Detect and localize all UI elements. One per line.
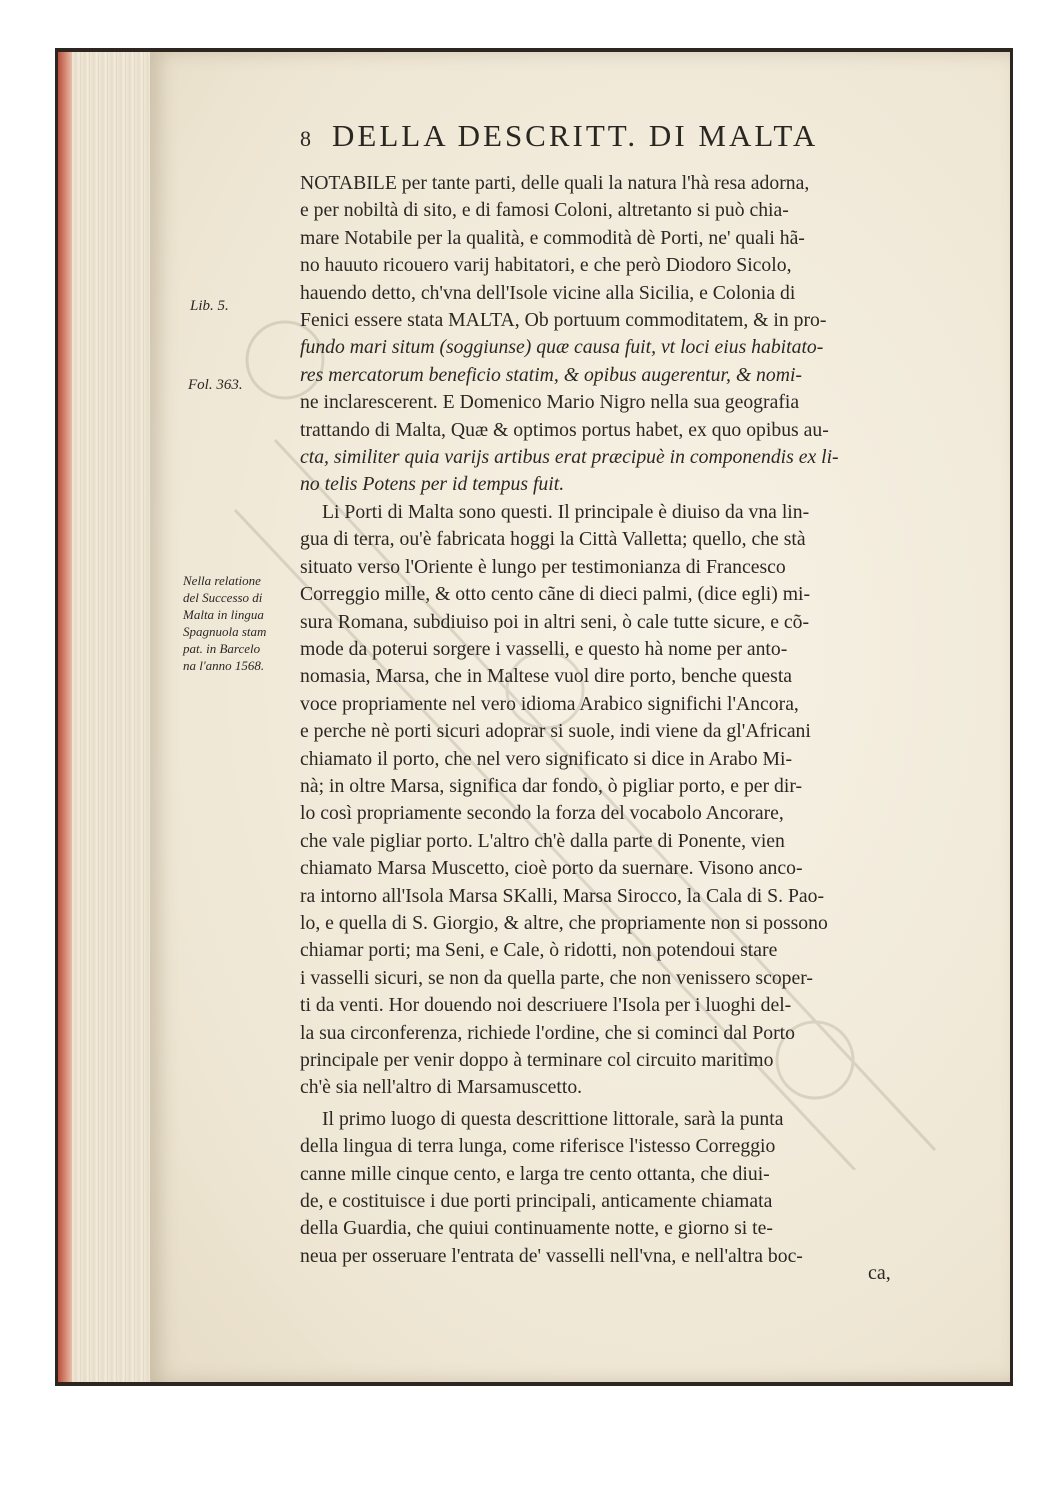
text-line: sura Romana, subdiuiso poi in altri seni, ò cale tutte sicure, e cõ-	[300, 610, 810, 633]
text-line: neua per osseruare l'entrata de' vasselli nell'vna, e nell'altra boc-	[300, 1244, 803, 1267]
text-line: Il primo luogo di questa descrittione littorale, sarà la punta	[322, 1107, 784, 1130]
text-line: de, e costituisce i due porti principali, anticamente chiamata	[300, 1190, 773, 1213]
margin-note-line: Spagnuola stam	[183, 624, 267, 639]
book-binding	[58, 52, 72, 1382]
text-line: i vasselli sicuri, se non da quella parte, che non venissero scoper-	[300, 966, 813, 989]
text-line: mare Notabile per la qualità, e commodità dè Porti, ne' quali hã-	[300, 226, 805, 249]
text-line: res mercatorum beneficio statim, & opibus augerentur, & nomi-	[300, 363, 802, 386]
text-line: Fenici essere stata MALTA, Ob portuum commoditatem, & in pro-	[300, 309, 827, 332]
text-line: fundo mari situm (soggiunse) quæ causa fuit, vt loci eius habitato-	[300, 336, 824, 359]
text-line: ti da venti. Hor douendo noi descriuere l'Isola per i luoghi del-	[300, 994, 792, 1017]
text-line: e per nobiltà di sito, e di famosi Coloni, altretanto si può chia-	[300, 199, 789, 222]
margin-note-line: Nella relatione	[183, 573, 261, 588]
text-line: chiamato il porto, che nel vero significato si dice in Arabo Mi-	[300, 747, 793, 770]
margin-note-line: na l'anno 1568.	[183, 658, 265, 673]
margin-note-relatione	[183, 572, 266, 674]
text-line: chiamato Marsa Muscetto, cioè porto da suernare. Visono anco-	[300, 857, 803, 880]
running-head	[300, 118, 900, 158]
margin-note-line: Malta in lingua	[183, 607, 264, 622]
margin-note-line: pat. in Barcelo	[183, 641, 261, 656]
running-head-title: DELLA DESCRITT. DI MALTA	[332, 118, 819, 153]
text-line: che vale pigliar porto. L'altro ch'è dalla parte di Ponente, vien	[300, 829, 785, 852]
text-line: nà; in oltre Marsa, significa dar fondo, ò pigliar porto, e per dir-	[300, 774, 803, 797]
text-line: lo, e quella di S. Giorgio, & altre, che propriamente non si possono	[300, 911, 828, 934]
text-line: nomasia, Marsa, che in Maltese vuol dire porto, benche questa	[300, 665, 793, 688]
text-line: voce propriamente nel vero idioma Arabico significhi l'Ancora,	[300, 692, 799, 715]
text-line: Li Porti di Malta sono questi. Il principale è diuiso da vna lin-	[322, 500, 810, 523]
text-line: chiamar porti; ma Seni, e Cale, ò ridotti, non potendoui stare	[300, 939, 778, 962]
text-line: mode da poterui sorgere i vasselli, e questo hà nome per anto-	[300, 637, 788, 660]
text-line: principale per venir doppo à terminare col circuito maritimo	[300, 1049, 774, 1071]
text-line: gua di terra, ou'è fabricata hoggi la Città Valletta; quello, che stà	[300, 528, 806, 551]
margin-note-lib: Lib. 5.	[190, 298, 229, 314]
text-line: ne inclarescerent. E Domenico Mario Nigro nella sua geografia	[300, 391, 800, 414]
page-number: 8	[300, 126, 311, 151]
text-line: la sua circonferenza, richiede l'ordine, che si cominci dal Porto	[300, 1021, 795, 1044]
text-line: della lingua di terra lunga, come riferisce l'istesso Correggio	[300, 1135, 776, 1158]
text-line: canne mille cinque cento, e larga tre cento ottanta, che diui-	[300, 1162, 770, 1185]
text-line: NOTABILE per tante parti, delle quali la natura l'hà resa adorna,	[300, 172, 810, 194]
margin-note-fol: Fol. 363.	[188, 377, 243, 393]
text-line: no hauuto ricouero varij habitatori, e che però Diodoro Sicolo,	[300, 254, 792, 277]
text-line: hauendo detto, ch'vna dell'Isole vicine alla Sicilia, e Colonia di	[300, 281, 796, 304]
text-line: Correggio mille, & otto cento cãne di dieci palmi, (dice egli) mi-	[300, 583, 811, 606]
text-line: lo così propriamente secondo la forza del vocabolo Ancorare,	[300, 802, 784, 825]
body-text	[300, 170, 955, 1270]
text-line: no telis Potens per id tempus fuit.	[300, 473, 565, 496]
text-line: trattando di Malta, Quæ & optimos portus habet, ex quo opibus au-	[300, 418, 829, 441]
text-line: della Guardia, che quiui continuamente notte, e giorno si te-	[300, 1217, 773, 1240]
margin-note-line: del Successo di	[183, 590, 263, 605]
text-line: e perche nè porti sicuri adoprar si suole, indi viene da gl'Africani	[300, 720, 811, 743]
catchword: ca,	[868, 1262, 891, 1284]
text-line: ch'è sia nell'altro di Marsamuscetto.	[300, 1076, 583, 1099]
page-edges	[72, 52, 152, 1382]
text-line: cta, similiter quia varijs artibus erat præcipuè in componendis ex li-	[300, 446, 839, 469]
text-line: situato verso l'Oriente è lungo per testimonianza di Francesco	[300, 555, 786, 578]
text-line: ra intorno all'Isola Marsa SKalli, Marsa Sirocco, la Cala di S. Pao-	[300, 884, 825, 907]
